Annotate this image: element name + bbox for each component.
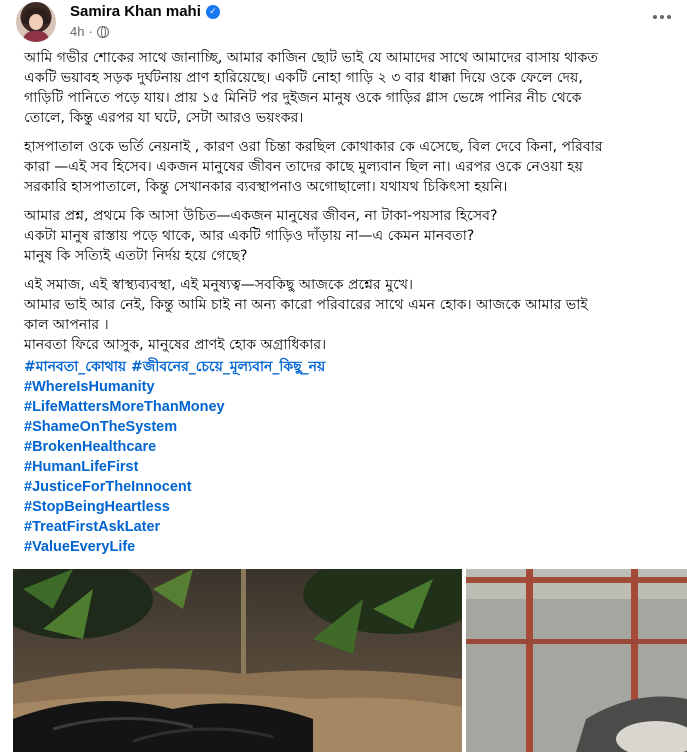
text-line: হাসপাতাল ওকে ভর্তি নেয়নাই , কারণ ওরা চিন্তা করছিল কোথাকার কে এসেছে, বিল দেবে কিনা, পরিবার [24, 139, 603, 155]
hashtag-list [24, 357, 674, 557]
hashtag-link[interactable]: #BrokenHealthcare [24, 439, 157, 455]
text-line: আমি গভীর শোকের সাথে জানাচ্ছি, আমার কাজিন ছোট ভাই যে আমাদের সাথে আমাদের বাসায় থাকত [24, 50, 598, 66]
paragraph-2 [24, 137, 674, 197]
text-line: আমার প্রশ্ন, প্রথমে কি আসা উচিত—একজন মানুষের জীবন, না টাকা-পয়সার হিসেব? [24, 208, 498, 224]
post-photo-window[interactable] [466, 569, 687, 752]
grave-photo-image [13, 569, 462, 752]
dot-icon [667, 15, 671, 19]
author-avatar[interactable] [16, 2, 56, 42]
paragraph-1 [24, 48, 674, 128]
dot-icon [660, 15, 664, 19]
text-line: একটা মানুষ রাস্তায় পড়ে থাকে, আর একটি গাড়িও দাঁড়ায় না—এ কেমন মানবতা? [24, 228, 475, 244]
text-line: একটি ভয়াবহ সড়ক দুর্ঘটনায় প্রাণ হারিয়েছে। একটি নোহা গাড়ি ২ ৩ বার ধাক্কা দিয়ে ওকে ফেলে দেয়, [24, 70, 583, 86]
text-line: মানুষ কি সত্যিই এতটা নির্দয় হয়ে গেছে? [24, 248, 248, 264]
author-name-row [70, 3, 220, 20]
dot-icon [653, 15, 657, 19]
text-line: সরকারি হাসপাতালে, কিন্তু সেখানকার ব্যবস্থাপনাও অগোছালো। যথাযথ চিকিৎসা হয়নি। [24, 179, 508, 195]
more-options-button[interactable] [651, 10, 673, 24]
verified-badge-icon: ✓ [206, 5, 220, 19]
hashtag-link[interactable]: #ValueEveryLife [24, 539, 136, 555]
post-meta [70, 24, 109, 39]
post-time[interactable]: 4h [70, 24, 85, 39]
hashtag-link[interactable]: #LifeMattersMoreThanMoney [24, 399, 225, 415]
paragraph-4 [24, 275, 674, 355]
text-line: গাড়িটি পানিতে পড়ে যায়। প্রায় ১৫ মিনিট পর দুইজন মানুষ ওকে গাড়ির গ্লাস ভেঙ্গে পানির নীচ থেকে [24, 90, 582, 106]
author-name[interactable]: Samira Khan mahi [70, 3, 201, 20]
paragraph-3 [24, 206, 674, 266]
post-header [0, 0, 687, 50]
text-line: আমার ভাই আর নেই, কিন্তু আমি চাই না অন্য কারো পরিবারের সাথে এমন হোক। আজকে আমার ভাই [24, 297, 588, 313]
hashtag-link[interactable]: #StopBeingHeartless [24, 499, 170, 515]
hashtag-link[interactable]: #TreatFirstAskLater [24, 519, 161, 535]
post-text [24, 48, 674, 364]
hashtag-link-bengali[interactable]: #মানবতা_কোথায় #জীবনের_চেয়ে_মূল্যবান_কিছু_নয় [24, 359, 326, 375]
post-photo-grave[interactable] [13, 569, 462, 752]
globe-icon[interactable] [97, 26, 109, 38]
text-line: তোলে, কিন্তু এরপর যা ঘটে, সেটা আরও ভয়ংকর। [24, 110, 304, 126]
hashtag-link[interactable]: #WhereIsHumanity [24, 379, 155, 395]
text-line: এই সমাজ, এই স্বাস্থ্যব্যবস্থা, এই মনুষ্যত্ব—সবকিছু আজকে প্রশ্নের মুখে। [24, 277, 414, 293]
window-photo-image [466, 569, 687, 752]
hashtag-link[interactable]: #JusticeForTheInnocent [24, 479, 192, 495]
text-line: কাল আপনার । [24, 317, 109, 333]
text-line: মানবতা ফিরে আসুক, মানুষের প্রাণই হোক অগ্রাধিকার। [24, 337, 327, 353]
text-line: কারা —এই সব হিসেব। একজন মানুষের জীবন তাদের কাছে মুল্যবান ছিল না। এরপর ওকে নেওয়া হয় [24, 159, 583, 175]
hashtag-link[interactable]: #ShameOnTheSystem [24, 419, 178, 435]
hashtag-link[interactable]: #HumanLifeFirst [24, 459, 139, 475]
meta-separator: · [88, 24, 93, 39]
